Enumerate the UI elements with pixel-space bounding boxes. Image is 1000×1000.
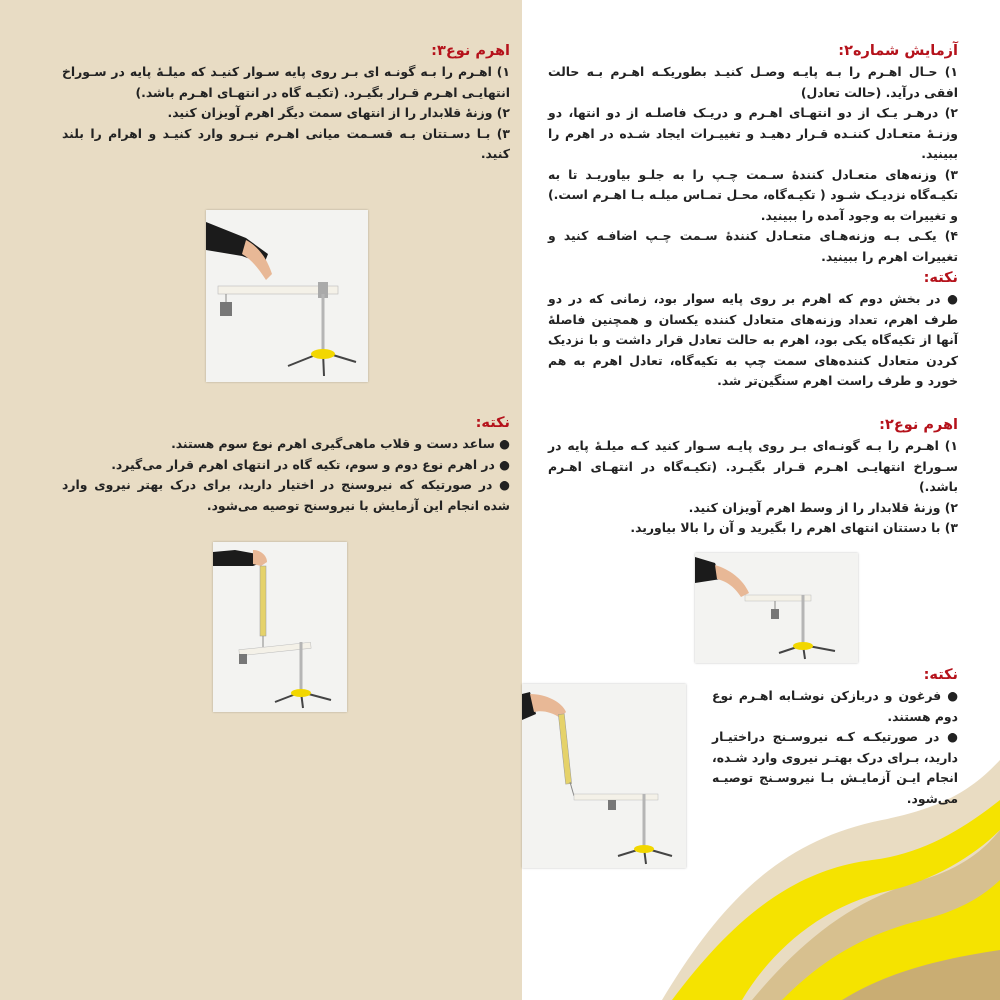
photo-lever3-hand-lifting <box>206 210 368 382</box>
lever2-section <box>548 414 958 539</box>
lever2-step: ۳) با دستتان انتهای اهرم را بگیرید و آن را بالا بیاورید. <box>630 520 958 535</box>
exp2-section <box>548 40 958 392</box>
lever3-step: ۱) اهـرم را بـه گونـه ای بـر روی پایه سـوار کنیـد که میلـهٔ پایه در سـوراخ انتهایـی اهـرم قـرار بگیـرد. (تکیـه گاه در انتهـای اهـرم باشد.) <box>62 64 510 100</box>
left-note-item: ● ساعد دست و قلاب ماهی‌گیری اهرم نوع سوم هستند. <box>171 436 510 451</box>
note1-text: ● در بخش دوم که اهرم بر روی پایه سوار بود، زمانی که در دو طرف اهرم، تعداد وزنه‌های متعادل کننده یکسان و همچنین فاصلهٔ آنها از تکیه‌گاه یکی بود، اهرم به حالت تعادل قرار داشت و با نزدیک کردن متعادل کننده‌های سمت چپ به تکیه‌گاه، تعادل اهرم به هم خورد و طرف راست اهرم سنگین‌تر شد. <box>548 291 958 388</box>
exp2-step: ۱) حـال اهـرم را بـه پایـه وصـل کنیـد بطوریکـه اهـرم بـه حالت افقی درآید. (حالت تعادل) <box>548 64 958 100</box>
lever3-heading: اهرم نوع۳: <box>431 43 510 59</box>
note2-heading: نکته: <box>923 667 958 683</box>
exp2-heading: آزمایش شماره۲: <box>838 43 958 59</box>
photo-lever2-hand-lifting <box>695 553 858 663</box>
left-note-item: ● در صورتیکه که نیروسنج در اختیار دارید، برای درک بهتر نیروی وارد شده انجام این آزمایش با نیروسنج توصیه می‌شود. <box>62 477 510 513</box>
photo-lever3-spring-scale <box>213 542 347 712</box>
lever3-step: ۳) بـا دسـتتان بـه قسـمت میانی اهـرم نیـرو وارد کنیـد و اهرام را بلند کنید. <box>62 125 510 161</box>
left-note-section <box>62 412 510 516</box>
lever-apparatus-illustration <box>695 553 858 663</box>
exp2-step: ۲) درهـر یـک از دو انتهـای اهـرم و دریـک فاصلـه از دو انتها، دو وزنـهٔ متعـادل کننـده قـرار دهیـد و تغییـرات ایجاد شـده در اهرم را ببینید. <box>548 105 958 161</box>
right-note2-section <box>712 664 958 809</box>
lever3-section <box>62 40 510 165</box>
exp2-step: ۴) یکـی بـه وزنه‌هـای متعـادل کنندهٔ سـمت چـپ اضافـه کنید و تغییرات اهرم را ببینید. <box>548 228 958 264</box>
lever2-step: ۲) وزنهٔ قلابدار را از وسط اهرم آویزان کنید. <box>688 499 958 515</box>
note2-item: ● در صورتیکـه کـه نیروسـنج دراختیـار دارید، بـرای درک بهتـر نیروی وارد شـده، انجام ایـن آزمایـش بـا نیروسـنج توصیـه می‌شود. <box>712 729 958 806</box>
lever-apparatus-illustration <box>206 210 368 382</box>
lever3-step: ۲) وزنهٔ قلابدار را از انتهای سمت دیگر اهرم آویزان کنید. <box>167 105 510 120</box>
left-note-item: ● در اهرم نوع دوم و سوم، تکیه گاه در انتهای اهرم قرار می‌گیرد. <box>111 456 510 472</box>
lever2-heading: اهرم نوع۲: <box>879 417 958 433</box>
note1-heading: نکته: <box>923 270 958 286</box>
lever-apparatus-illustration <box>522 684 686 868</box>
left-note-heading: نکته: <box>475 415 510 431</box>
lever-apparatus-illustration <box>213 542 347 712</box>
lever2-step: ۱) اهـرم را بـه گونـه‌ای بـر روی پایـه سـوار کنید کـه میلـهٔ پایه در سـوراخ انتهایـی اهـرم قـرار بگیـرد. (تکیـه‌گاه در انتهـای اهـرم باشد.) <box>548 438 958 494</box>
photo-lever2-spring-scale <box>522 684 686 868</box>
exp2-step: ۳) وزنه‌های متعـادل کنندهٔ سـمت چـپ را به جلـو بیاوریـد تا به تکیـه‌گاه نزدیـک شـود ( تکیـه‌گاه، محـل تمـاس میلـه بـا اهـرم است.) و تغییرات به وجود آمده را ببینید. <box>548 166 958 223</box>
note2-item: ● فرغون و دربازکن نوشـابه اهـرم نوع دوم هستند. <box>712 688 958 724</box>
